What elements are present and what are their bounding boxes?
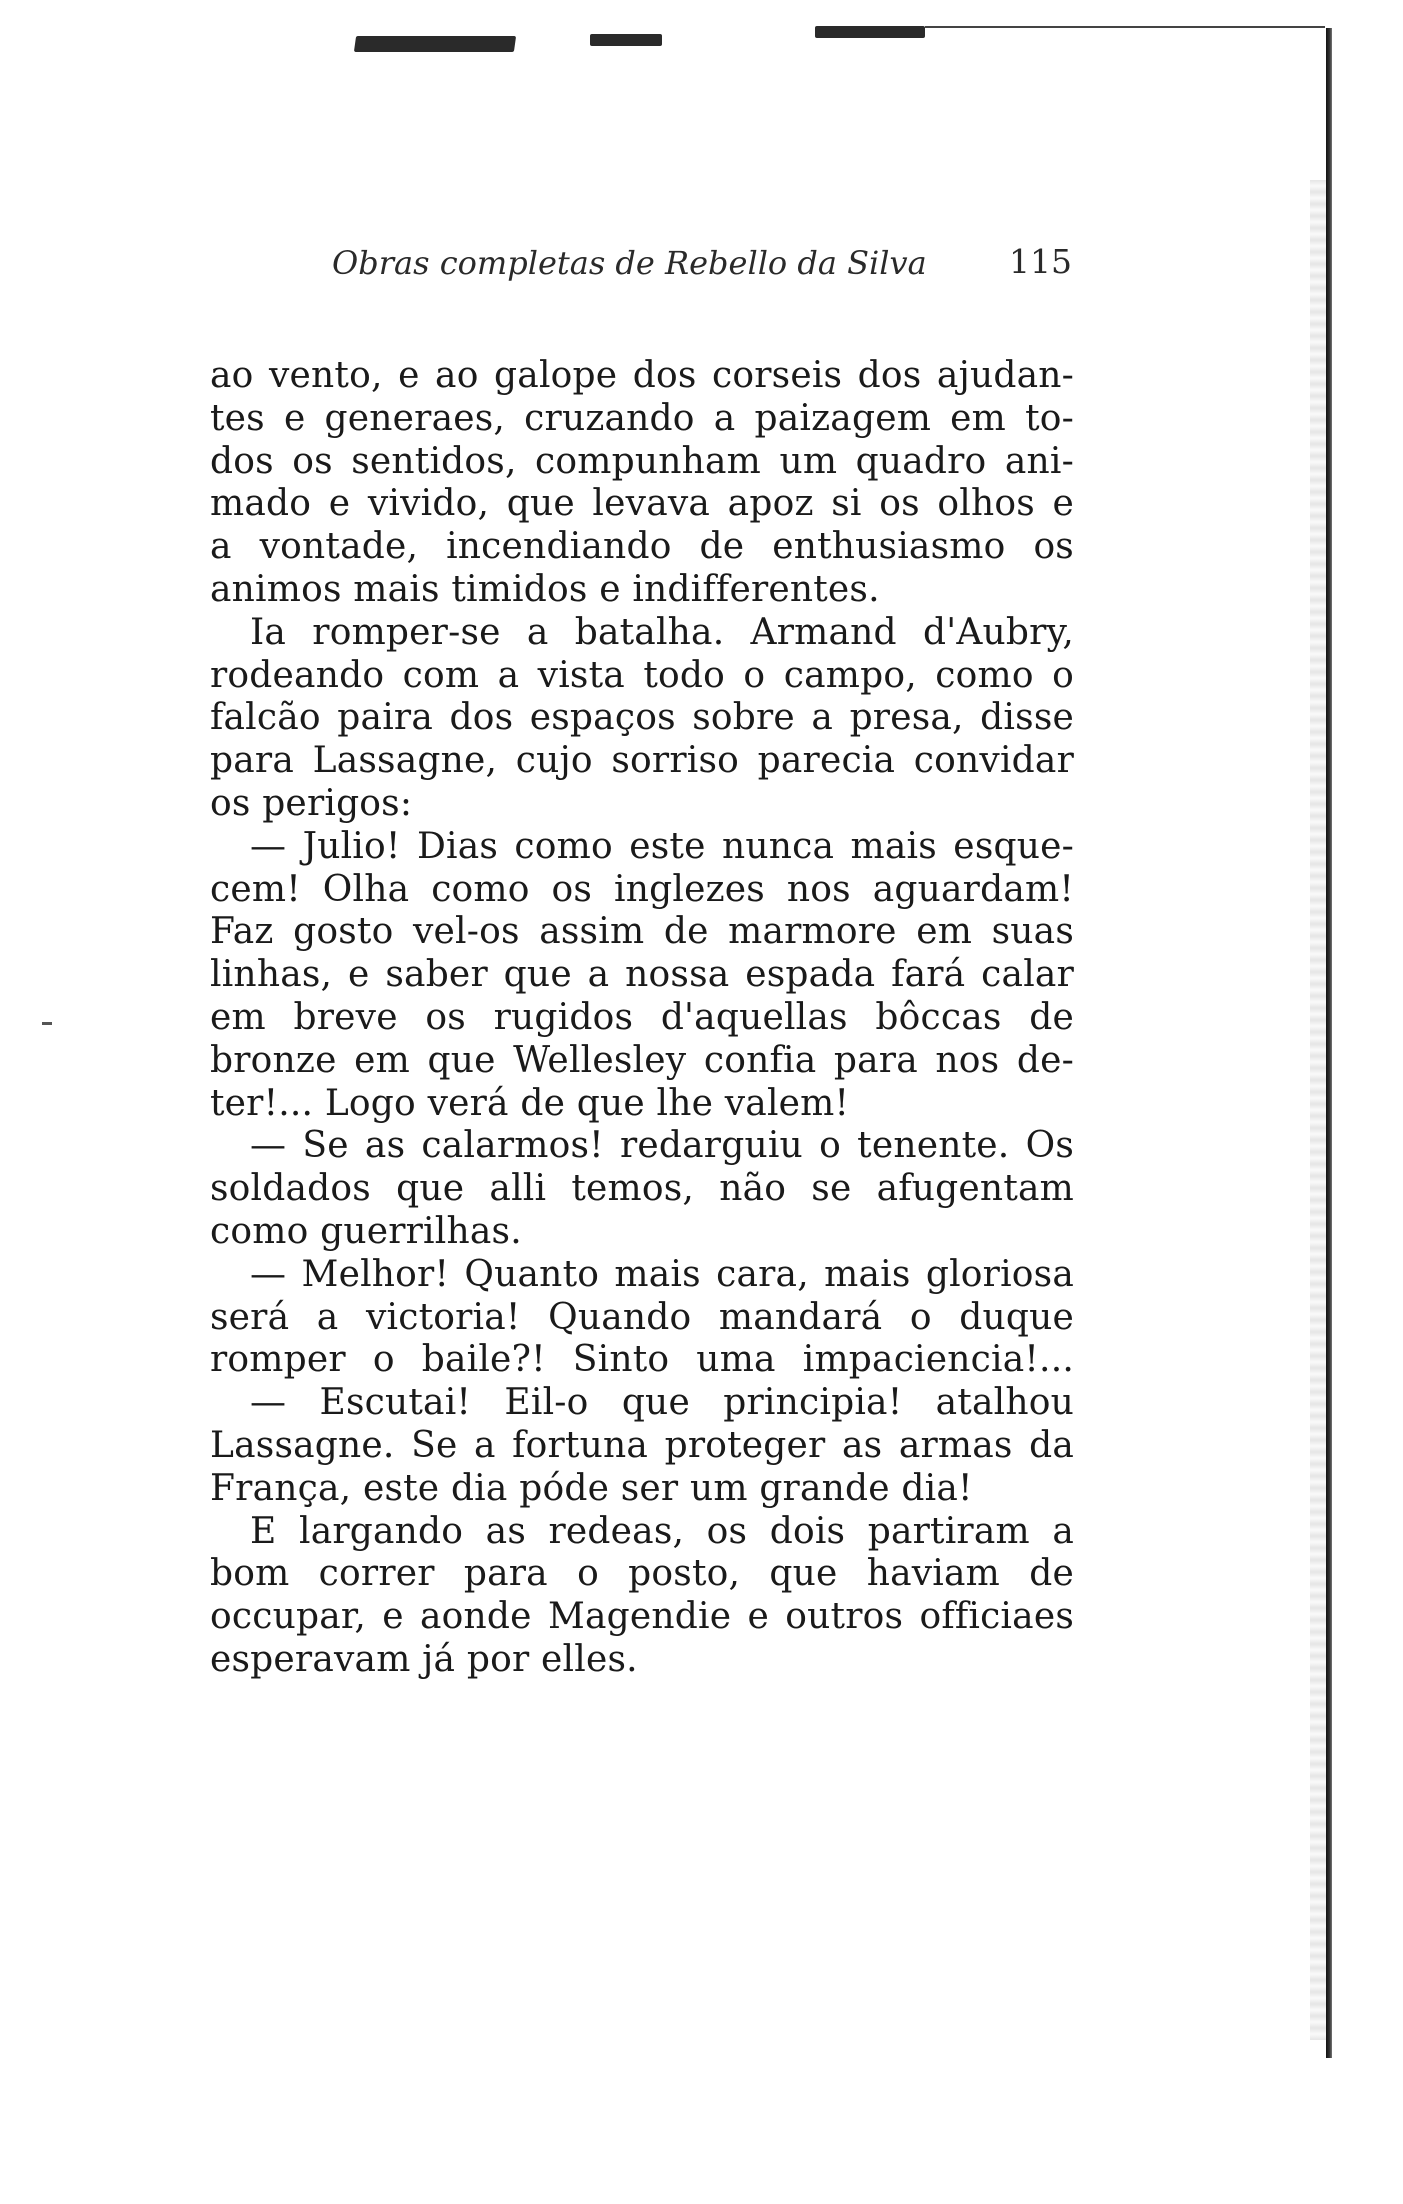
book-spine-edge [1326,28,1332,2058]
running-head-title: Obras completas de Rebello da Silva [332,244,927,282]
text-line: mado e vivido, que levava apoz si os olhos e [210,483,1074,525]
text-line: a vontade, incendiando de enthusiasmo os [210,526,1074,568]
text-line: soldados que alli temos, não se afugentam [210,1168,1074,1210]
margin-mark [42,1022,52,1025]
text-line: bom correr para o posto, que haviam de [210,1553,1074,1595]
scan-artifact [354,36,516,52]
body-text [210,355,1074,1682]
text-line: os perigos: [210,782,413,824]
text-line: Ia romper-se a batalha. Armand d'Aubry, [250,611,1074,653]
text-line: França, este dia póde ser um grande dia! [210,1467,973,1509]
scan-artifact [815,26,925,38]
text-line: — Melhor! Quanto mais cara, mais gloriosa [250,1253,1074,1295]
text-line: como guerrilhas. [210,1210,522,1252]
text-line: bronze em que Wellesley confia para nos de- [210,1039,1074,1081]
text-line: romper o baile?! Sinto uma impaciencia!... [210,1339,1074,1381]
page-edge-rule [925,26,1325,28]
text-line: falcão paira dos espaços sobre a presa, disse [210,697,1074,739]
text-line: em breve os rugidos d'aquellas bôccas de [210,996,1074,1038]
book-spine-shadow [1310,180,1326,2040]
text-line: — Escutai! Eil-o que principia! atalhou [250,1382,1074,1424]
text-line: — Se as calarmos! redarguiu o tenente. Os [250,1125,1074,1167]
text-line: dos os sentidos, compunham um quadro ani- [210,440,1074,482]
text-line: E largando as redeas, os dois partiram a [250,1510,1074,1552]
text-line: para Lassagne, cujo sorriso parecia convidar [210,740,1074,782]
text-line: esperavam já por elles. [210,1638,638,1680]
text-line: occupar, e aonde Magendie e outros officiaes [210,1596,1074,1638]
text-line: Lassagne. Se a fortuna proteger as armas da [210,1424,1074,1466]
text-line: cem! Olha como os inglezes nos aguardam! [210,868,1074,910]
text-line: ter!... Logo verá de que lhe valem! [210,1082,850,1124]
page-number: 115 [1009,242,1072,281]
text-line: ao vento, e ao galope dos corseis dos ajudan- [210,355,1074,396]
scan-artifact [590,34,662,46]
text-line: animos mais timidos e indifferentes. [210,568,880,610]
text-line: será a victoria! Quando mandará o duque [210,1296,1074,1338]
text-line: linhas, e saber que a nossa espada fará calar [210,954,1074,996]
text-line: Faz gosto vel-os assim de marmore em suas [210,911,1074,953]
running-head [212,240,1072,286]
text-line: rodeando com a vista todo o campo, como o [210,654,1074,696]
text-line: tes e generaes, cruzando a paizagem em to- [210,397,1074,439]
text-line: — Julio! Dias como este nunca mais esque- [250,825,1074,867]
